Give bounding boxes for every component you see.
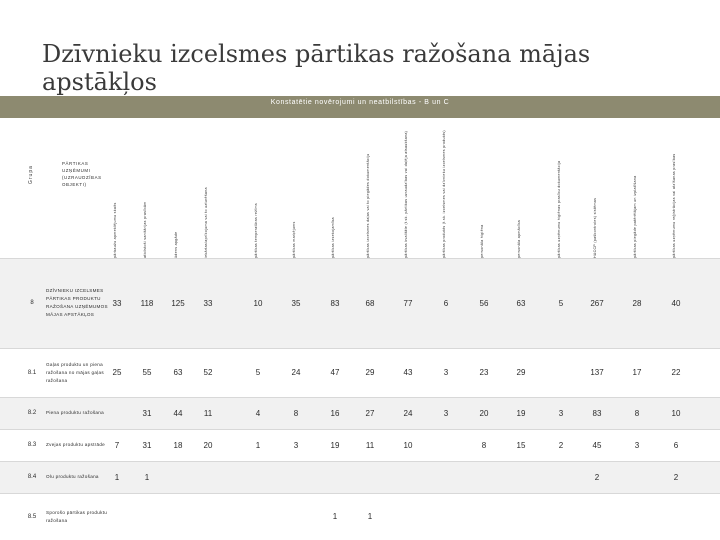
column-header-14: HACCP (paškontroles) sistēmas bbox=[593, 197, 597, 258]
column-header-15: pārtikas piegāde patērētājam un izplatīšana bbox=[633, 175, 637, 258]
column-header-5: pārtikas temperatūras režīms bbox=[254, 203, 258, 258]
header-bar bbox=[0, 96, 720, 118]
table-cell bbox=[547, 348, 575, 397]
table-row bbox=[0, 397, 720, 429]
table-cell: 3 bbox=[558, 408, 564, 418]
table-cell: 23 bbox=[479, 368, 489, 377]
table-cell: 44 bbox=[173, 408, 183, 418]
table-cell bbox=[394, 493, 422, 540]
table-cell: 16 bbox=[330, 408, 340, 418]
table-cell: 3 bbox=[443, 408, 449, 418]
column-header-7: pārtikas izsekojamība bbox=[331, 217, 335, 258]
table-cell: 137 bbox=[590, 368, 604, 377]
row-divider bbox=[0, 429, 720, 430]
table-cell: 83 bbox=[330, 298, 340, 308]
table-cell: 2 bbox=[673, 472, 679, 482]
column-header-1: pārbaužu apmeklējumu skaits bbox=[113, 202, 117, 258]
table-row bbox=[0, 348, 720, 397]
table-cell bbox=[583, 493, 611, 540]
table-cell: 68 bbox=[365, 298, 375, 308]
header-bar-text: Konstatētie novērojumi un neatbilstības - B un C bbox=[270, 99, 450, 106]
table-cell: 25 bbox=[112, 368, 122, 377]
table-cell: 20 bbox=[203, 440, 213, 450]
table-cell: 7 bbox=[114, 440, 120, 450]
table-cell: 55 bbox=[142, 368, 152, 377]
table-cell: 11 bbox=[203, 408, 213, 418]
table-cell: 10 bbox=[671, 408, 681, 418]
table-cell bbox=[103, 397, 131, 429]
column-header-2: atbilstoši sanitārijas prasībām bbox=[143, 201, 147, 258]
table-cell bbox=[432, 461, 460, 493]
table-cell: 45 bbox=[592, 440, 602, 450]
table-cell: 3 bbox=[443, 368, 449, 377]
row-code: 8 bbox=[30, 300, 34, 306]
column-header-11: personāla higiēna bbox=[480, 224, 484, 258]
column-header-6: pārtikas marķējums bbox=[292, 221, 296, 258]
table-cell bbox=[356, 461, 384, 493]
table-cell bbox=[164, 461, 192, 493]
table-cell: 20 bbox=[479, 408, 489, 418]
table-cell: 40 bbox=[671, 298, 681, 308]
row-code: 8.4 bbox=[27, 474, 37, 480]
table-cell: 24 bbox=[403, 408, 413, 418]
table-cell bbox=[194, 493, 222, 540]
table-cell bbox=[432, 429, 460, 461]
table-cell: 63 bbox=[173, 368, 183, 377]
row-divider bbox=[0, 493, 720, 494]
column-header-10: pārtikas produkts (t.sk. izcelsmes vai dzīvnieku izcelsmes produkts) bbox=[442, 130, 446, 258]
column-header-12: personāla apmācība bbox=[517, 220, 521, 258]
table-cell bbox=[662, 493, 690, 540]
table-row bbox=[0, 493, 720, 540]
table-cell: 267 bbox=[590, 298, 604, 308]
table-cell: 8 bbox=[293, 408, 299, 418]
row-divider bbox=[0, 397, 720, 398]
table-cell: 33 bbox=[203, 298, 213, 308]
table-cell: 18 bbox=[173, 440, 183, 450]
table-cell: 63 bbox=[516, 298, 526, 308]
row-code: 8.3 bbox=[27, 442, 37, 448]
slide-title: Dzīvnieku izcelsmes pārtikas ražošana mājas apstākļos bbox=[42, 40, 591, 96]
row-name: DZĪVNIEKU IZCELSMES PĀRTIKAS PRODUKTU RAŽOŠANA UZŅĒMUMOS MĀJAS APSTĀKĻOS bbox=[46, 288, 108, 317]
table-cell bbox=[194, 461, 222, 493]
table-cell bbox=[507, 461, 535, 493]
table-cell: 35 bbox=[291, 298, 301, 308]
table-cell bbox=[282, 461, 310, 493]
table-cell: 31 bbox=[142, 440, 152, 450]
table-cell: 6 bbox=[443, 298, 449, 308]
table-cell: 3 bbox=[293, 440, 299, 450]
table-cell bbox=[547, 461, 575, 493]
row-code: 8.1 bbox=[27, 369, 37, 376]
column-header-16: pārtikas uzņēmumu reģistrācijas vai atzīšanas prasības bbox=[672, 153, 676, 258]
column-header-9: pārtikas kvalitāte (t.sk. pārtikas uzraudzības vai daļēja atsaukšana) bbox=[404, 130, 408, 258]
table-cell: 11 bbox=[365, 440, 375, 450]
column-header-13: pārtikas uzņēmumu higiēnas prasību dokumentācija bbox=[557, 160, 561, 258]
table-cell bbox=[282, 493, 310, 540]
table-cell bbox=[133, 493, 161, 540]
row-name: Olu produktu ražošana bbox=[46, 474, 99, 479]
table-cell: 2 bbox=[558, 440, 564, 450]
row-divider bbox=[0, 348, 720, 349]
table-cell: 10 bbox=[253, 298, 263, 308]
table-cell: 47 bbox=[330, 368, 340, 377]
table-cell: 6 bbox=[673, 440, 679, 450]
table-cell: 1 bbox=[367, 512, 373, 521]
table-cell bbox=[547, 493, 575, 540]
table-cell: 1 bbox=[332, 512, 338, 521]
table-row bbox=[0, 258, 720, 348]
table-cell bbox=[623, 493, 651, 540]
group-label: Grupa bbox=[28, 165, 34, 184]
table-cell bbox=[103, 493, 131, 540]
table-cell: 4 bbox=[255, 408, 261, 418]
table-cell: 28 bbox=[632, 298, 642, 308]
column-header-row bbox=[0, 118, 720, 258]
table-cell bbox=[321, 461, 349, 493]
column-header-8: pārtikas izcelsmes daļas vai to piegādes dokumentāciju bbox=[366, 153, 370, 258]
column-header-3: ūdens apgāde bbox=[174, 231, 178, 258]
table-cell: 15 bbox=[516, 440, 526, 450]
table-row bbox=[0, 461, 720, 493]
table-cell: 27 bbox=[365, 408, 375, 418]
table-cell: 29 bbox=[365, 368, 375, 377]
row-name: Piena produktu ražošana bbox=[46, 410, 104, 415]
table-cell: 5 bbox=[255, 368, 261, 377]
table-cell: 19 bbox=[516, 408, 526, 418]
table-cell bbox=[432, 493, 460, 540]
row-divider bbox=[0, 461, 720, 462]
table-cell bbox=[470, 461, 498, 493]
table-cell bbox=[164, 493, 192, 540]
table-cell: 56 bbox=[479, 298, 489, 308]
table-cell: 118 bbox=[140, 298, 154, 308]
row-divider bbox=[0, 258, 720, 259]
table-cell: 17 bbox=[632, 368, 642, 377]
row-code: 8.2 bbox=[27, 410, 37, 416]
row-code: 8.5 bbox=[27, 513, 37, 520]
row-name: Gaļas produktu un piena ražošana no mājas gaļas ražošana bbox=[46, 361, 104, 383]
table-cell: 52 bbox=[203, 368, 213, 377]
table-cell: 125 bbox=[171, 298, 185, 308]
table-cell: 24 bbox=[291, 368, 301, 377]
group-title: PĀRTIKAS UZŅĒMUMI (UZRAUDZĪBAS OBJEKTI) bbox=[62, 161, 102, 187]
table-cell: 2 bbox=[594, 472, 600, 482]
table-cell: 19 bbox=[330, 440, 340, 450]
table-row bbox=[0, 429, 720, 461]
row-name: Zvejas produktu apstrāde bbox=[46, 442, 106, 447]
column-header-4: iekārtas/aprīkojuma vai to uzturēšana bbox=[204, 187, 208, 258]
table-cell bbox=[623, 461, 651, 493]
table-cell: 33 bbox=[112, 298, 122, 308]
table-cell bbox=[244, 493, 272, 540]
table-cell: 43 bbox=[403, 368, 413, 377]
table-cell: 31 bbox=[142, 408, 152, 418]
table-cell: 10 bbox=[403, 440, 413, 450]
table-cell bbox=[244, 461, 272, 493]
table-cell: 8 bbox=[634, 408, 640, 418]
table-cell bbox=[507, 493, 535, 540]
table-cell: 22 bbox=[671, 368, 681, 377]
table-cell: 29 bbox=[516, 368, 526, 377]
table-cell: 5 bbox=[558, 298, 564, 308]
table-cell: 3 bbox=[634, 440, 640, 450]
table-cell: 1 bbox=[114, 472, 120, 482]
table-cell bbox=[394, 461, 422, 493]
table-cell: 8 bbox=[481, 440, 487, 450]
table-cell: 77 bbox=[403, 298, 413, 308]
table-cell: 1 bbox=[144, 472, 150, 482]
table-cell: 83 bbox=[592, 408, 602, 418]
table-cell: 1 bbox=[255, 440, 261, 450]
row-name: Sporošo pārtikas produktu ražošana bbox=[46, 509, 108, 523]
table-cell bbox=[470, 493, 498, 540]
